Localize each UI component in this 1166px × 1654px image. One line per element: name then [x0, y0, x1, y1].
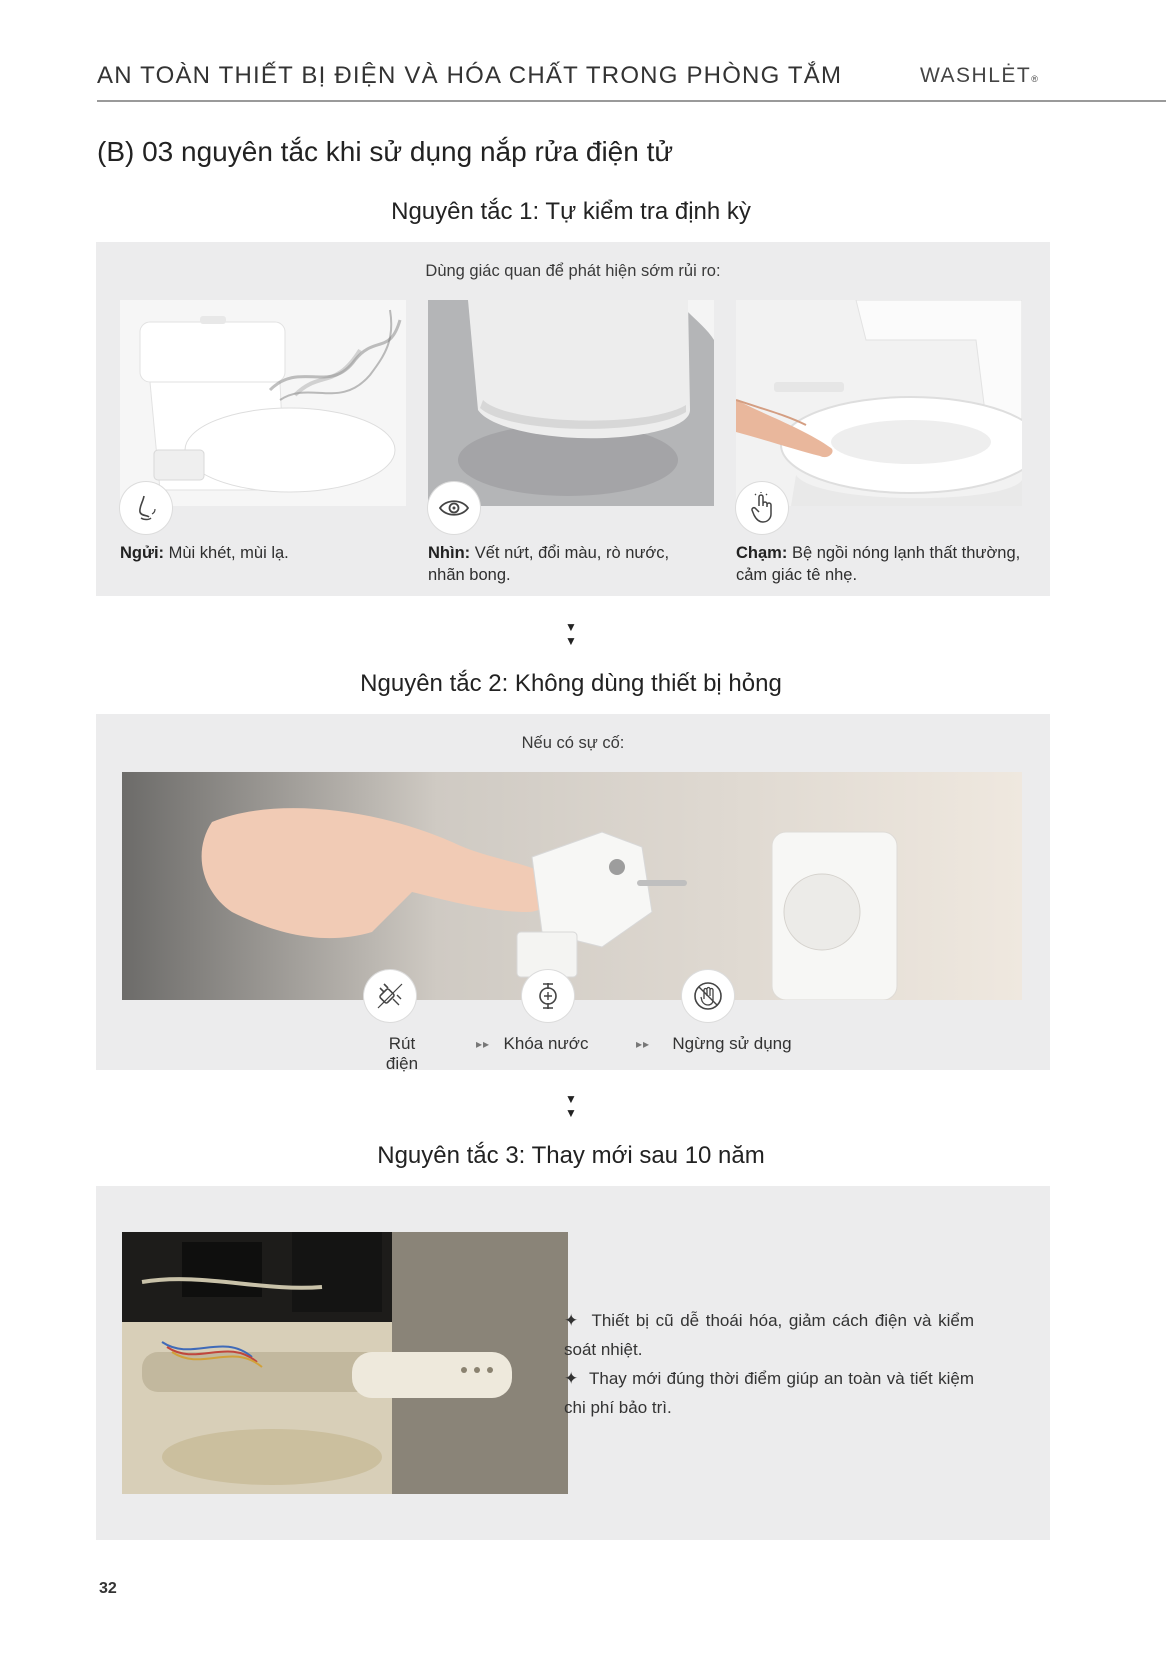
caption-touch-text: Bệ ngồi nóng lạnh thất thường, cảm giác tê nhẹ.: [736, 544, 1021, 584]
caption-smell: [120, 542, 400, 564]
photo-unplug: [122, 772, 1022, 1000]
caption-touch-label: Chạm:: [736, 544, 788, 562]
hand-touch-icon: [736, 482, 788, 534]
water-valve-icon: [522, 970, 574, 1022]
principle-1-title: Nguyên tắc 1: Tự kiểm tra định kỳ: [391, 198, 751, 225]
section-title: (B) 03 nguyên tắc khi sử dụng nắp rửa điện tử: [97, 136, 674, 167]
nose-icon: [120, 482, 172, 534]
principle-1-panel: [96, 242, 1050, 596]
unplug-icon: [364, 970, 416, 1022]
caption-smell-text: Mùi khét, mùi lạ.: [168, 544, 289, 562]
photo-water-leak: [428, 300, 714, 506]
step-unplug-label: Rút điện: [385, 1034, 419, 1073]
principle-1-intro: Dùng giác quan để phát hiện sớm rủi ro:: [425, 262, 721, 280]
down-arrow-icon: ▼ ▼: [565, 620, 577, 648]
brand-logo: [920, 64, 1039, 88]
step-valve-label: Khóa nước: [503, 1034, 589, 1053]
brand-name: WASHLĖT: [920, 64, 1032, 87]
stop-hand-icon: [682, 970, 734, 1022]
principle-3-title: Nguyên tắc 3: Thay mới sau 10 năm: [377, 1142, 765, 1169]
bullet-item: ✦ Thiết bị cũ dễ thoái hóa, giảm cách điện và kiểm soát nhiệt.: [564, 1311, 974, 1359]
sparkle-bullet-icon: ✦: [564, 1369, 579, 1388]
caption-look: [428, 542, 708, 586]
chevron-right-icon: ▸▸: [476, 1037, 491, 1051]
photo-old-device-internals: [122, 1232, 568, 1494]
page-number: 32: [99, 1580, 117, 1597]
header-divider: [97, 100, 1166, 102]
principle-3-panel: [96, 1186, 1050, 1540]
caption-touch: [736, 542, 1026, 586]
down-arrow-icon: ▼ ▼: [565, 1092, 577, 1120]
caption-smell-label: Ngửi:: [120, 544, 165, 562]
header-title: AN TOÀN THIẾT BỊ ĐIỆN VÀ HÓA CHẤT TRONG PHÒNG TẮM: [97, 62, 843, 89]
chevron-right-icon: ▸▸: [636, 1037, 651, 1051]
principle-2-intro: Nếu có sự cố:: [521, 734, 625, 752]
principle-2-title: Nguyên tắc 2: Không dùng thiết bị hỏng: [360, 670, 782, 697]
photo-toilet-smell: [120, 300, 406, 506]
principle-3-bullets: [564, 1306, 974, 1422]
eye-icon: [428, 482, 480, 534]
bullet-item: ✦ Thay mới đúng thời điểm giúp an toàn và tiết kiệm chi phí bảo trì.: [564, 1369, 974, 1417]
caption-look-label: Nhìn:: [428, 544, 471, 562]
step-stop-label: Ngừng sử dụng: [672, 1034, 792, 1053]
principle-2-panel: [96, 714, 1050, 1073]
brand-registered-mark: ®: [1031, 74, 1040, 84]
photo-touch-seat: [736, 300, 1022, 506]
caption-look-text: Vết nứt, đổi màu, rò nước, nhãn bong.: [428, 544, 670, 584]
sparkle-bullet-icon: ✦: [564, 1311, 579, 1330]
